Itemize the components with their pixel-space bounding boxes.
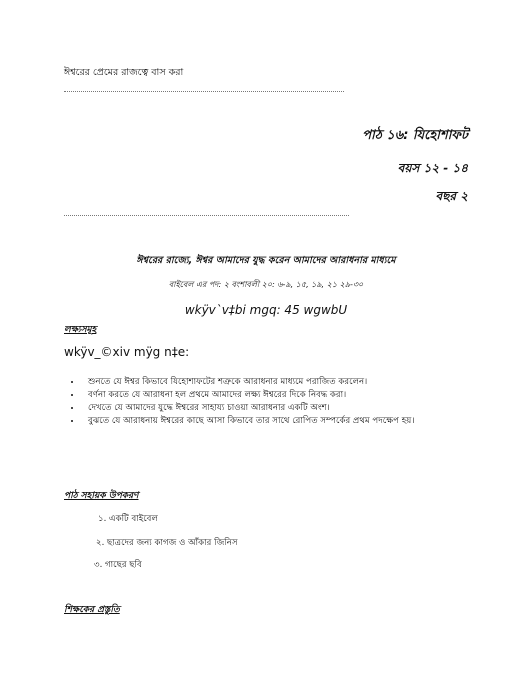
list-item: • বর্ণনা করতে যে আরাধনা হল প্রথমে আমাদের লক্ষ্য ঈশ্বরের দিকে নিবদ্ধ করা। [82, 389, 492, 402]
lesson-title: পাঠ ১৬: যিহোশাফট [362, 128, 468, 143]
lesson-age: বয়স ১২ - ১৪ [397, 161, 468, 175]
dotted-separator [64, 91, 344, 92]
list-item: ২. ছাত্রদের জন্য কাগজ ও আঁকার জিনিস [96, 538, 238, 548]
list-item: • দেখতে যে আমাদের যুদ্ধে ঈশ্বরের সাহায্য চাওয়া আরাধনার একটি অংশ। [82, 402, 492, 415]
list-item: ১. একটি বাইবেল [98, 514, 158, 524]
main-title: ঈশ্বরের রাজ্যে, ঈশ্বর আমাদের যুদ্ধ করেন আমাদের আরাধনার মাধ্যমে [136, 255, 396, 266]
memory-verse-text: wkÿv`v‡bi mgq: 45 wgwbU [184, 303, 348, 317]
materials-heading: পাঠ সহায়ক উপকরণ [64, 491, 139, 501]
objectives-heading: লক্ষ্যসমূহ [64, 325, 97, 335]
list-item: ৩. গাছের ছবি [94, 560, 142, 570]
teacher-prep-heading: শিক্ষকের প্রস্তুতি [64, 605, 120, 615]
lesson-year: বছর ২ [435, 189, 468, 203]
objectives-intro: wkÿv_©xiv mÿg n‡e: [64, 345, 190, 359]
objectives-list [64, 376, 492, 428]
bible-verse-reference: বাইবেল এর পদ: ২ বংশাবলী ২০: ৬-৯, ১৫, ১৯, ২১ ২৯-৩০ [168, 280, 364, 289]
document-header-title: ঈশ্বরের প্রেমের রাজত্বে বাস করা [64, 67, 184, 78]
list-item: • বুঝতে যে আরাধনায় ঈশ্বরের কাছে আসা কিভাবে তার সাথে রোপিত সম্পর্কের প্রথম পদক্ষেপ হয়। [82, 415, 492, 428]
dotted-separator [64, 215, 349, 216]
list-item: • শুনতে যে ঈশ্বর কিভাবে যিহোশাফটের শত্রুকে আরাধনার মাধ্যমে পরাজিত করলেন। [82, 376, 492, 389]
